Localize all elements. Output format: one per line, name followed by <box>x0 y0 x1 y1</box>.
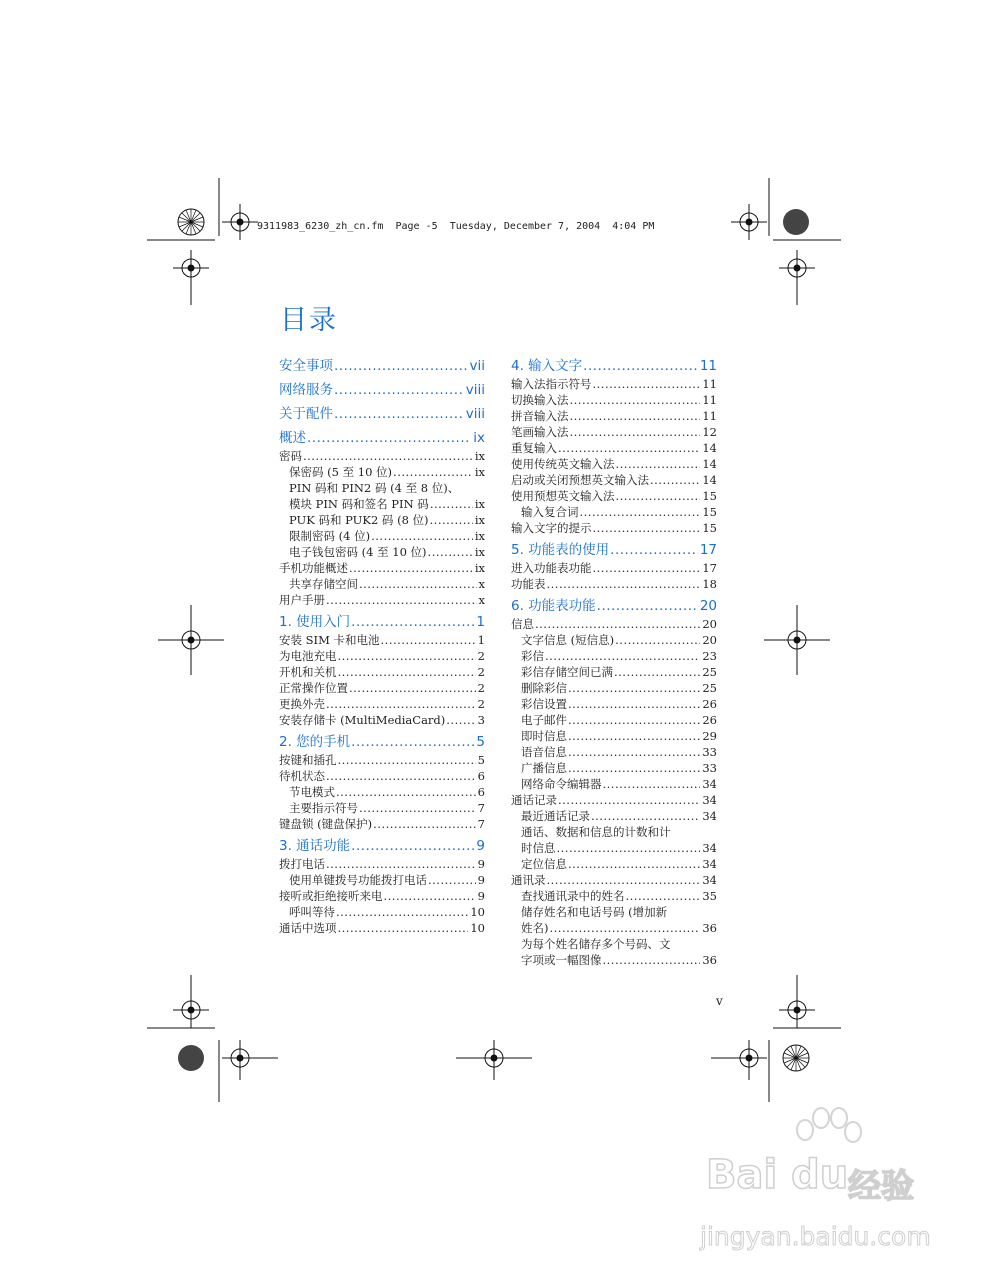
toc-page-number: 35 <box>702 889 717 903</box>
toc-entry-title: 主要指示符号 <box>289 801 358 815</box>
toc-entry-title: 信息 <box>511 617 534 631</box>
toc-leader-dots <box>650 472 700 488</box>
toc-leader-dots <box>338 664 476 680</box>
toc-entry-title: 通话中选项 <box>279 921 337 935</box>
toc-entry-title: 使用传统英文输入法 <box>511 457 615 471</box>
toc-page-number: 9 <box>477 889 485 903</box>
toc-entry[interactable] <box>511 824 717 840</box>
toc-leader-dots <box>336 784 476 800</box>
toc-leader-dots <box>568 712 700 728</box>
toc-entry-title: 拼音输入法 <box>511 409 569 423</box>
toc-entry[interactable] <box>511 712 717 728</box>
toc-entry-title: 语音信息 <box>521 745 567 759</box>
toc-entry-title: 储存姓名和电话号码 (增加新 <box>521 905 668 919</box>
toc-page-number: 11 <box>702 393 717 407</box>
toc-entry-title: 输入文字的提示 <box>511 521 592 535</box>
toc-leader-dots <box>430 512 473 528</box>
toc-entry[interactable] <box>511 632 717 648</box>
toc-entry-title: 字项或一幅图像 <box>521 953 602 967</box>
toc-entry-title: 节电模式 <box>289 785 335 799</box>
toc-page-number: ix <box>474 529 485 543</box>
header-time: 4:04 PM <box>612 221 655 232</box>
toc-entry-title: 1. 使用入门 <box>279 614 351 630</box>
toc-entry-title: 使用单键拨号功能拨打电话 <box>289 873 427 887</box>
toc-entry[interactable] <box>511 440 717 456</box>
toc-entry-title: 5. 功能表的使用 <box>511 542 610 558</box>
toc-entry-title: 网络服务 <box>279 382 333 398</box>
toc-leader-dots <box>591 808 700 824</box>
toc-entry[interactable] <box>279 872 485 888</box>
toc-leader-dots <box>547 872 701 888</box>
toc-entry-title: 电子邮件 <box>521 713 567 727</box>
toc-leader-dots <box>351 613 474 632</box>
toc-entry-title: 进入功能表功能 <box>511 561 592 575</box>
toc-page-number: 12 <box>702 425 717 439</box>
toc-leader-dots <box>303 448 473 464</box>
toc-page-number: 33 <box>702 761 717 775</box>
toc-entry[interactable] <box>279 448 485 464</box>
toc-page-number: ix <box>474 497 485 511</box>
toc-leader-dots <box>351 733 474 752</box>
toc-leader-dots <box>381 632 476 648</box>
toc-entry[interactable] <box>279 816 485 832</box>
toc-entry-title: 安装存储卡 (MultiMediaCard) <box>279 713 446 727</box>
toc-entry[interactable] <box>279 632 485 648</box>
toc-entry[interactable] <box>279 648 485 664</box>
toc-leader-dots <box>568 744 700 760</box>
toc-entry[interactable] <box>279 680 485 696</box>
toc-leader-dots <box>568 696 700 712</box>
toc-page-number: 26 <box>702 713 717 727</box>
toc-entry-title: 按键和插孔 <box>279 753 337 767</box>
toc-page-number: 3 <box>477 713 485 727</box>
toc-page-number: 6 <box>477 785 485 799</box>
toc-leader-dots <box>349 680 476 696</box>
toc-entry[interactable] <box>511 888 717 904</box>
toc-entry-title: 姓名) <box>521 921 549 935</box>
toc-leader-dots <box>326 768 476 784</box>
toc-entry[interactable] <box>511 392 717 408</box>
toc-page-number: 20 <box>702 633 717 647</box>
toc-entry[interactable] <box>511 680 717 696</box>
toc-entry[interactable] <box>279 592 485 608</box>
toc-entry-title: 电子钱包密码 (4 至 10 位) <box>289 545 427 559</box>
toc-entry-title: 即时信息 <box>521 729 567 743</box>
toc-page-number: 33 <box>702 745 717 759</box>
toc-page-number: 17 <box>702 561 717 575</box>
toc-entry-title: 手机功能概述 <box>279 561 348 575</box>
toc-entry[interactable] <box>511 616 717 632</box>
toc-leader-dots <box>338 752 476 768</box>
toc-page-number: 15 <box>702 505 717 519</box>
toc-page-number: 11 <box>702 409 717 423</box>
header-date: Tuesday, December 7, 2004 <box>449 221 601 232</box>
toc-leader-dots <box>557 840 701 856</box>
toc-page-number: 34 <box>702 857 717 871</box>
toc-leader-dots <box>570 424 701 440</box>
header-page: Page -5 <box>395 221 438 232</box>
toc-leader-dots <box>371 528 473 544</box>
toc-section[interactable] <box>279 405 485 424</box>
toc-leader-dots <box>547 576 701 592</box>
toc-entry[interactable] <box>279 576 485 592</box>
toc-leader-dots <box>615 632 700 648</box>
toc-leader-dots <box>568 728 700 744</box>
toc-entry-title: 网络命令编辑器 <box>521 777 602 791</box>
toc-page-number: 2 <box>477 649 485 663</box>
toc-page-number: 34 <box>702 841 717 855</box>
toc-entry[interactable] <box>511 648 717 664</box>
toc-entry-title: 定位信息 <box>521 857 567 871</box>
toc-page-number: 15 <box>702 521 717 535</box>
toc-page-number: 9 <box>476 838 485 854</box>
toc-entry[interactable] <box>279 888 485 904</box>
toc-leader-dots <box>616 456 701 472</box>
toc-page-number: 6 <box>477 769 485 783</box>
toc-leader-dots <box>570 392 701 408</box>
toc-entry-title: 6. 功能表功能 <box>511 598 596 614</box>
toc-leader-dots <box>610 541 698 560</box>
toc-entry-title: 最近通话记录 <box>521 809 590 823</box>
toc-leader-dots <box>597 597 698 616</box>
toc-entry-title: 用户手册 <box>279 593 325 607</box>
toc-page-number: ix <box>474 449 485 463</box>
toc-entry[interactable] <box>279 712 485 728</box>
toc-page-number: 10 <box>470 921 485 935</box>
registration-target-icon <box>158 204 830 1080</box>
toc-entry-title: 通话记录 <box>511 793 557 807</box>
toc-page-number: 34 <box>702 793 717 807</box>
toc-leader-dots <box>334 405 464 424</box>
toc-entry[interactable] <box>279 920 485 936</box>
toc-entry-title: PIN 码和 PIN2 码 (4 至 8 位)、 <box>289 481 460 495</box>
toc-page-number: vii <box>469 358 485 374</box>
toc-leader-dots <box>307 429 471 448</box>
toc-leader-dots <box>326 696 476 712</box>
toc-page-number: viii <box>465 406 485 422</box>
toc-leader-dots <box>428 872 476 888</box>
toc-page-number: 7 <box>477 801 485 815</box>
toc-page-number: x <box>478 577 485 591</box>
toc-section[interactable] <box>279 429 485 448</box>
toc-left-column <box>279 357 485 936</box>
toc-entry[interactable] <box>279 904 485 920</box>
toc-leader-dots <box>373 816 476 832</box>
toc-leader-dots <box>550 920 701 936</box>
toc-entry-title: 2. 您的手机 <box>279 734 351 750</box>
toc-page-number: ix <box>474 465 485 479</box>
toc-entry[interactable] <box>511 560 717 576</box>
watermark-product: 经验 <box>848 1166 914 1205</box>
toc-page-number: 17 <box>699 542 717 558</box>
toc-entry[interactable] <box>511 872 717 888</box>
toc-entry-title: 接听或拒绝接听来电 <box>279 889 383 903</box>
toc-entry[interactable] <box>511 744 717 760</box>
toc-entry[interactable] <box>511 760 717 776</box>
toc-leader-dots <box>570 408 701 424</box>
toc-page-number: 20 <box>702 617 717 631</box>
toc-page-number: 5 <box>477 753 485 767</box>
toc-entry-title: 删除彩信 <box>521 681 567 695</box>
toc-entry-title: 笔画输入法 <box>511 425 569 439</box>
toc-entry[interactable] <box>279 560 485 576</box>
toc-leader-dots <box>603 776 701 792</box>
toc-leader-dots <box>616 488 701 504</box>
toc-page-number: 2 <box>477 681 485 695</box>
toc-entry-title: 彩信 <box>521 649 544 663</box>
toc-entry-title: 密码 <box>279 449 302 463</box>
toc-leader-dots <box>535 616 700 632</box>
toc-page-number: 25 <box>702 681 717 695</box>
toc-page-number: ix <box>474 545 485 559</box>
toc-entry-title: 保密码 (5 至 10 位) <box>289 465 393 479</box>
toc-page-number: 11 <box>699 358 717 374</box>
toc-entry[interactable] <box>279 696 485 712</box>
toc-section[interactable] <box>511 597 717 616</box>
toc-page-number: 36 <box>702 953 717 967</box>
toc-right-column <box>511 357 717 968</box>
toc-entry[interactable] <box>279 464 485 480</box>
toc-entry[interactable] <box>511 696 717 712</box>
toc-entry-title: 输入法指示符号 <box>511 377 592 391</box>
toc-entry-title: 概述 <box>279 430 306 446</box>
toc-leader-dots <box>446 712 475 728</box>
toc-page-number: 1 <box>477 633 485 647</box>
toc-entry[interactable] <box>511 504 717 520</box>
toc-entry-title: 共享存储空间 <box>289 577 358 591</box>
toc-leader-dots <box>593 520 701 536</box>
toc-section[interactable] <box>279 733 485 752</box>
toc-entry[interactable] <box>279 544 485 560</box>
toc-page-number: 14 <box>702 441 717 455</box>
toc-page-number: 26 <box>702 697 717 711</box>
toc-entry-title: 限制密码 (4 位) <box>289 529 371 543</box>
toc-leader-dots <box>359 800 476 816</box>
toc-entry-title: 正常操作位置 <box>279 681 348 695</box>
toc-entry-title: 键盘锁 (键盘保护) <box>279 817 373 831</box>
toc-entry-title: 启动或关闭预想英文输入法 <box>511 473 649 487</box>
toc-entry-title: 安装 SIM 卡和电池 <box>279 633 380 647</box>
toc-leader-dots <box>568 760 700 776</box>
toc-entry-title: 为电池充电 <box>279 649 337 663</box>
toc-page-number: 18 <box>702 577 717 591</box>
print-header <box>257 221 654 232</box>
toc-entry[interactable] <box>511 664 717 680</box>
toc-page-number: 2 <box>477 697 485 711</box>
toc-entry-title: 文字信息 (短信息) <box>521 633 615 647</box>
toc-entry[interactable] <box>511 792 717 808</box>
toc-entry[interactable] <box>279 512 485 528</box>
toc-entry-title: 功能表 <box>511 577 546 591</box>
toc-leader-dots <box>603 952 701 968</box>
toc-section[interactable] <box>279 613 485 632</box>
toc-entry-title: 为每个姓名储存多个号码、文 <box>521 937 671 951</box>
toc-entry-title: 重复输入 <box>511 441 557 455</box>
toc-entry[interactable] <box>511 456 717 472</box>
toc-entry-title: 待机状态 <box>279 769 325 783</box>
header-filename: 9311983_6230_zh_cn.fm <box>257 221 384 232</box>
toc-leader-dots <box>428 544 473 560</box>
toc-page-number: 1 <box>476 614 485 630</box>
toc-leader-dots <box>593 560 701 576</box>
toc-section[interactable] <box>279 837 485 856</box>
toc-page-number: 34 <box>702 809 717 823</box>
toc-entry[interactable] <box>279 768 485 784</box>
toc-entry-title: 关于配件 <box>279 406 333 422</box>
toc-entry-title: 开机和关机 <box>279 665 337 679</box>
toc-leader-dots <box>334 381 464 400</box>
toc-page-number: 29 <box>702 729 717 743</box>
toc-entry-title: 拨打电话 <box>279 857 325 871</box>
toc-page-number: 7 <box>477 817 485 831</box>
toc-entry[interactable] <box>511 840 717 856</box>
toc-page-number: 23 <box>702 649 717 663</box>
toc-page-number: 11 <box>702 377 717 391</box>
toc-entry[interactable] <box>511 920 717 936</box>
toc-entry[interactable] <box>511 520 717 536</box>
toc-entry[interactable] <box>279 480 485 496</box>
watermark-url: jingyan.baidu.com <box>700 1222 931 1251</box>
toc-section[interactable] <box>511 541 717 560</box>
toc-entry[interactable] <box>511 488 717 504</box>
toc-page-number: 14 <box>702 457 717 471</box>
toc-leader-dots <box>351 837 474 856</box>
toc-entry-title: 彩信存储空间已满 <box>521 665 613 679</box>
toc-leader-dots <box>338 920 469 936</box>
toc-entry-title: 使用预想英文输入法 <box>511 489 615 503</box>
toc-page-number: ix <box>474 513 485 527</box>
toc-entry-title: 3. 通话功能 <box>279 838 351 854</box>
toc-entry-title: PUK 码和 PUK2 码 (8 位) <box>289 513 429 527</box>
toc-page-number: 25 <box>702 665 717 679</box>
toc-entry[interactable] <box>511 936 717 952</box>
toc-leader-dots <box>593 376 701 392</box>
toc-page-number: 34 <box>702 777 717 791</box>
toc-entry-title: 通讯录 <box>511 873 546 887</box>
toc-entry-title: 输入复合词 <box>521 505 579 519</box>
toc-leader-dots <box>384 888 476 904</box>
toc-leader-dots <box>614 664 700 680</box>
toc-entry[interactable] <box>279 528 485 544</box>
toc-entry-title: 彩信设置 <box>521 697 567 711</box>
toc-entry[interactable] <box>511 808 717 824</box>
toc-entry-title: 模块 PIN 码和签名 PIN 码 <box>289 497 429 511</box>
toc-leader-dots <box>349 560 473 576</box>
toc-page-number: 10 <box>470 905 485 919</box>
toc-entry-title: 4. 输入文字 <box>511 358 583 374</box>
toc-entry[interactable] <box>511 472 717 488</box>
toc-entry[interactable] <box>511 728 717 744</box>
toc-page-number: 15 <box>702 489 717 503</box>
toc-entry-title: 更换外壳 <box>279 697 325 711</box>
toc-page-number: 9 <box>477 873 485 887</box>
toc-page-number: x <box>478 593 485 607</box>
toc-page-number: ix <box>474 561 485 575</box>
toc-entry[interactable] <box>511 856 717 872</box>
toc-leader-dots <box>430 496 473 512</box>
toc-leader-dots <box>393 464 473 480</box>
toc-leader-dots <box>334 357 468 376</box>
toc-entry[interactable] <box>279 800 485 816</box>
toc-entry-title: 安全事项 <box>279 358 333 374</box>
toc-entry[interactable] <box>279 496 485 512</box>
toc-leader-dots <box>326 856 476 872</box>
toc-entry[interactable] <box>511 904 717 920</box>
toc-leader-dots <box>326 592 477 608</box>
toc-page-number: 14 <box>702 473 717 487</box>
toc-entry[interactable] <box>511 376 717 392</box>
watermark-brand: Bai du <box>706 1152 849 1198</box>
toc-section[interactable] <box>511 357 717 376</box>
toc-entry[interactable] <box>511 576 717 592</box>
toc-entry-title: 时信息 <box>521 841 556 855</box>
toc-section[interactable] <box>279 357 485 376</box>
toc-entry[interactable] <box>279 856 485 872</box>
toc-page-number: 5 <box>476 734 485 750</box>
toc-entry[interactable] <box>511 424 717 440</box>
toc-leader-dots <box>545 648 700 664</box>
toc-leader-dots <box>338 648 476 664</box>
toc-entry[interactable] <box>511 408 717 424</box>
baidu-watermark <box>700 1130 960 1270</box>
toc-entry-title: 通话、数据和信息的计数和计 <box>521 825 671 839</box>
toc-leader-dots <box>336 904 468 920</box>
toc-entry-title: 切换输入法 <box>511 393 569 407</box>
toc-entry-title: 广播信息 <box>521 761 567 775</box>
toc-leader-dots <box>580 504 701 520</box>
page-title: 目录 <box>280 305 338 336</box>
toc-entry[interactable] <box>279 752 485 768</box>
toc-entry[interactable] <box>279 664 485 680</box>
page-number: v <box>716 994 723 1008</box>
toc-entry-title: 查找通讯录中的姓名 <box>521 889 625 903</box>
toc-entry[interactable] <box>511 776 717 792</box>
toc-page-number: 20 <box>699 598 717 614</box>
toc-page-number: 9 <box>477 857 485 871</box>
toc-section[interactable] <box>279 381 485 400</box>
toc-leader-dots <box>583 357 698 376</box>
toc-entry-title: 呼叫等待 <box>289 905 335 919</box>
toc-page-number: 36 <box>702 921 717 935</box>
toc-page-number: viii <box>465 382 485 398</box>
toc-leader-dots <box>359 576 477 592</box>
toc-page-number: ix <box>473 430 485 446</box>
toc-entry[interactable] <box>279 784 485 800</box>
toc-page-number: 2 <box>477 665 485 679</box>
toc-page-number: 34 <box>702 873 717 887</box>
toc-leader-dots <box>558 792 700 808</box>
toc-leader-dots <box>568 680 700 696</box>
toc-leader-dots <box>558 440 700 456</box>
toc-leader-dots <box>568 856 700 872</box>
toc-leader-dots <box>626 888 701 904</box>
toc-entry[interactable] <box>511 952 717 968</box>
